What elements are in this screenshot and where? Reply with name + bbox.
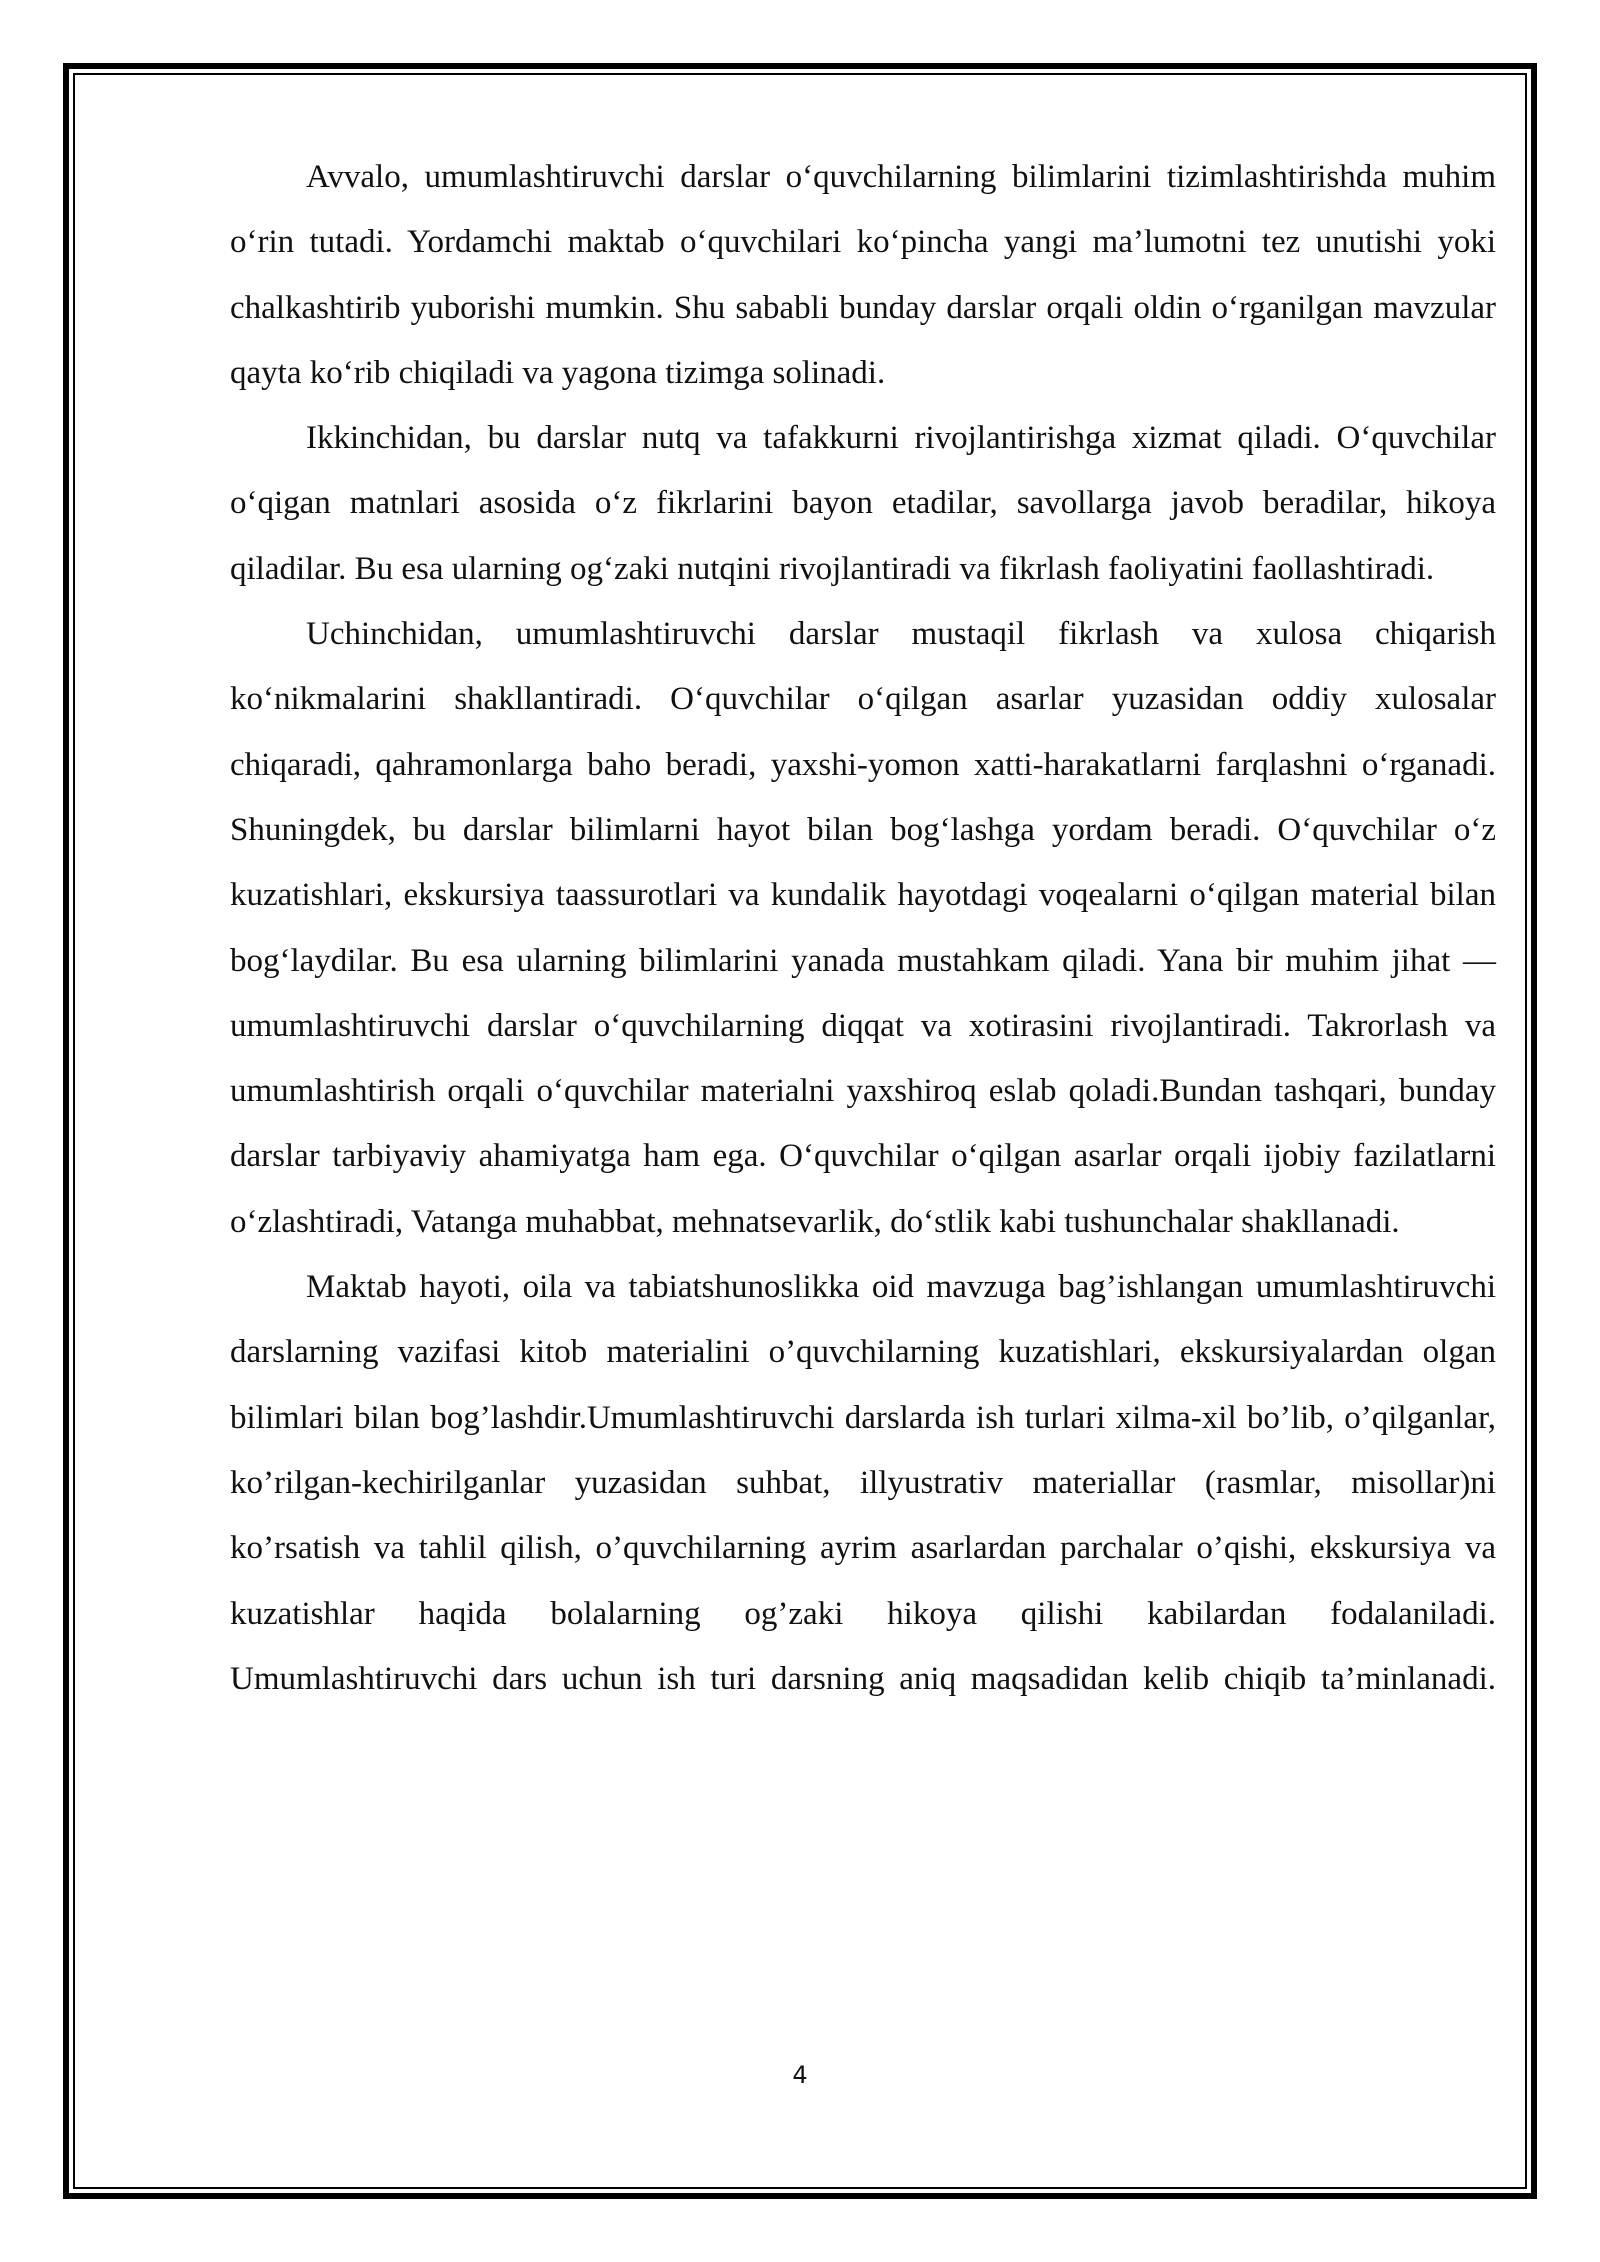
paragraph-3: Uchinchidan, umumlashtiruvchi darslar mustaqil fikrlash va xulosa chiqarish ko‘nikmalarini shakllantiradi. O‘quvchilar o‘qilgan asarlar yuzasidan oddiy xulosalar chiqaradi, qahramonlarga baho beradi, yaxshi-yomon xatti-harakatlarni farqlashni o‘rganadi. Shuningdek, bu darslar bilimlarni hayot bilan bog‘lashga yordam beradi. O‘quvchilar o‘z kuzatishlari, ekskursiya taassurotlari va kundalik hayotdagi voqealarni o‘qilgan material bilan bog‘laydilar. Bu esa ularning bilimlarini yanada mustahkam qiladi. Yana bir muhim jihat — umumlashtiruvchi darslar o‘quvchilarning diqqat va xotirasini rivojlantiradi. Takrorlash va umumlashtirish orqali o‘quvchilar materialni yaxshiroq eslab qoladi.Bundan tashqari, bunday darslar tarbiyaviy ahamiyatga ham ega. O‘quvchilar o‘qilgan asarlar orqali ijobiy fazilatlarni o‘zlashtiradi, Vatanga muhabbat, mehnatsevarlik, do‘stlik kabi tushunchalar shakllanadi.: [230, 616, 1496, 1240]
paragraph-4: Maktab hayoti, oila va tabiatshunoslikka oid mavzuga bag’ishlangan umumlashtiruvchi darslarning vazifasi kitob materialini o’quvchilarning kuzatishlari, ekskursiyalardan olgan bilimlari bilan bog’lashdir.Umumlashtiruvchi darslarda ish turlari xilma-xil bo’lib, o’qilganlar, ko’rilgan-kechirilganlar yuzasidan suhbat, illyustrativ materiallar (rasmlar, misollar)ni ko’rsatish va tahlil qilish, o’quvchilarning ayrim asarlardan parchalar o’qishi, ekskursiya va kuzatishlar haqida bolalarning og’zaki hikoya qilishi kabilardan fodalaniladi. Umumlashtiruvchi dars uchun ish turi darsning aniq maqsadidan kelib chiqib ta’minlanadi.: [230, 1269, 1496, 1697]
paragraph-1: Avvalo, umumlashtiruvchi darslar o‘quvchilarning bilimlarini tizimlashtirishda muhim o‘rin tutadi. Yordamchi maktab o‘quvchilari ko‘pincha yangi ma’lumotni tez unutishi yoki chalkashtirib yuborishi mumkin. Shu sababli bunday darslar orqali oldin o‘rganilgan mavzular qayta ko‘rib chiqiladi va yagona tizimga solinadi.: [230, 159, 1496, 391]
document-body: [230, 145, 1496, 1712]
page-number: 4: [792, 2061, 808, 2089]
paragraph-2: Ikkinchidan, bu darslar nutq va tafakkurni rivojlantirishga xizmat qiladi. O‘quvchilar o‘qigan matnlari asosida o‘z fikrlarini bayon etadilar, savollarga javob beradilar, hikoya qiladilar. Bu esa ularning og‘zaki nutqini rivojlantiradi va fikrlash faoliyatini faollashtiradi.: [230, 420, 1496, 587]
